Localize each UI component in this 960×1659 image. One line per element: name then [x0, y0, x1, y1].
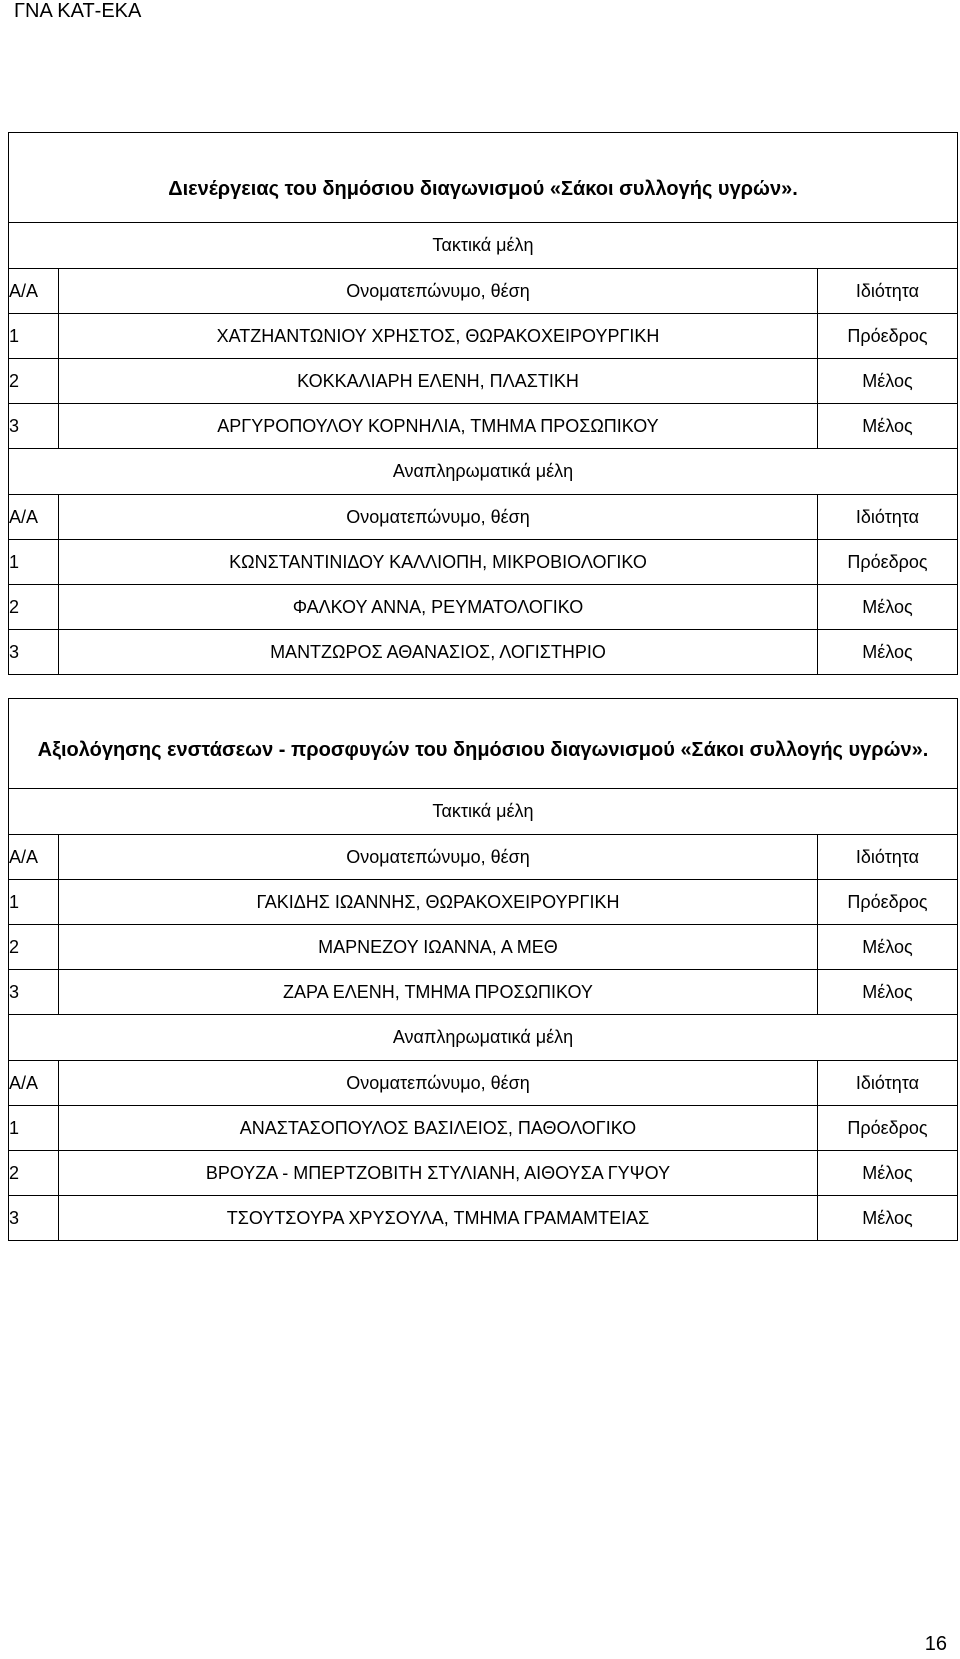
column-header-role: Ιδιότητα [817, 1061, 957, 1106]
member-role: Πρόεδρος [817, 540, 957, 585]
row-number: 2 [9, 1151, 59, 1196]
member-name: ΒΡΟΥΖΑ - ΜΠΕΡΤΖΟΒΙΤΗ ΣΤΥΛΙΑΝΗ, ΑΙΘΟΥΣΑ ΓΥΨΟΥ [59, 1151, 818, 1196]
column-header-name: Ονοματεπώνυμο, θέση [59, 495, 818, 540]
member-role: Πρόεδρος [817, 1106, 957, 1151]
member-role: Μέλος [817, 630, 957, 675]
committee-title-row [9, 699, 958, 789]
column-header-aa: Α/Α [9, 495, 59, 540]
table-row [9, 880, 958, 925]
member-name: ΤΣΟΥΤΣΟΥΡΑ ΧΡΥΣΟΥΛΑ, ΤΜΗΜΑ ΓΡΑΜΑΜΤΕΙΑΣ [59, 1196, 818, 1241]
table-header-row [9, 269, 958, 314]
column-header-name: Ονοματεπώνυμο, θέση [59, 1061, 818, 1106]
row-number: 3 [9, 630, 59, 675]
committee-title: Αξιολόγησης ενστάσεων - προσφυγών του δημόσιου διαγωνισμού «Σάκοι συλλογής υγρών». [9, 699, 958, 789]
table-header-row [9, 495, 958, 540]
member-name: ΚΟΚΚΑΛΙΑΡΗ ΕΛΕΝΗ, ΠΛΑΣΤΙΚΗ [59, 359, 818, 404]
column-header-role: Ιδιότητα [817, 495, 957, 540]
column-header-name: Ονοματεπώνυμο, θέση [59, 269, 818, 314]
member-role: Μέλος [817, 925, 957, 970]
member-name: ΓΑΚΙΔΗΣ ΙΩΑΝΝΗΣ, ΘΩΡΑΚΟΧΕΙΡΟΥΡΓΙΚΗ [59, 880, 818, 925]
member-name: ΧΑΤΖΗΑΝΤΩΝΙΟΥ ΧΡΗΣΤΟΣ, ΘΩΡΑΚΟΧΕΙΡΟΥΡΓΙΚΗ [59, 314, 818, 359]
member-name: ΚΩΝΣΤΑΝΤΙΝΙΔΟΥ ΚΑΛΛΙΟΠΗ, ΜΙΚΡΟΒΙΟΛΟΓΙΚΟ [59, 540, 818, 585]
member-name: ΜΑΝΤΖΩΡΟΣ ΑΘΑΝΑΣΙΟΣ, ΛΟΓΙΣΤΗΡΙΟ [59, 630, 818, 675]
member-role: Μέλος [817, 359, 957, 404]
column-header-name: Ονοματεπώνυμο, θέση [59, 835, 818, 880]
section-label-regular: Τακτικά μέλη [9, 789, 958, 835]
member-name: ΑΝΑΣΤΑΣΟΠΟΥΛΟΣ ΒΑΣΙΛΕΙΟΣ, ΠΑΘΟΛΟΓΙΚΟ [59, 1106, 818, 1151]
table-row [9, 970, 958, 1015]
member-name: ΖΑΡΑ ΕΛΕΝΗ, ΤΜΗΜΑ ΠΡΟΣΩΠΙΚΟΥ [59, 970, 818, 1015]
committee-title: Διενέργειας του δημόσιου διαγωνισμού «Σάκοι συλλογής υγρών». [9, 133, 958, 223]
table-row [9, 630, 958, 675]
row-number: 1 [9, 540, 59, 585]
member-role: Πρόεδρος [817, 880, 957, 925]
column-header-aa: Α/Α [9, 835, 59, 880]
row-number: 3 [9, 1196, 59, 1241]
column-header-role: Ιδιότητα [817, 835, 957, 880]
row-number: 1 [9, 880, 59, 925]
row-number: 2 [9, 585, 59, 630]
table-row [9, 925, 958, 970]
section-row-regular [9, 223, 958, 269]
table-header-row [9, 1061, 958, 1106]
member-name: ΑΡΓΥΡΟΠΟΥΛΟΥ ΚΟΡΝΗΛΙΑ, ΤΜΗΜΑ ΠΡΟΣΩΠΙΚΟΥ [59, 404, 818, 449]
column-header-role: Ιδιότητα [817, 269, 957, 314]
member-role: Μέλος [817, 404, 957, 449]
member-role: Μέλος [817, 970, 957, 1015]
committee-table-tender [8, 132, 958, 675]
section-row-alternate [9, 1015, 958, 1061]
member-role: Μέλος [817, 585, 957, 630]
page-header: ΓΝΑ ΚΑΤ-ΕΚΑ [14, 0, 142, 22]
table-row [9, 585, 958, 630]
row-number: 3 [9, 970, 59, 1015]
section-label-alternate: Αναπληρωματικά μέλη [9, 1015, 958, 1061]
table-header-row [9, 835, 958, 880]
committee-table-objections [8, 698, 958, 1241]
row-number: 2 [9, 925, 59, 970]
column-header-aa: Α/Α [9, 269, 59, 314]
table-row [9, 1106, 958, 1151]
column-header-aa: Α/Α [9, 1061, 59, 1106]
table-row [9, 1151, 958, 1196]
table-row [9, 540, 958, 585]
row-number: 2 [9, 359, 59, 404]
member-name: ΜΑΡΝΕΖΟΥ ΙΩΑΝΝΑ, Α ΜΕΘ [59, 925, 818, 970]
row-number: 3 [9, 404, 59, 449]
member-name: ΦΑΛΚΟΥ ΑΝΝΑ, ΡΕΥΜΑΤΟΛΟΓΙΚΟ [59, 585, 818, 630]
committee-title-row [9, 133, 958, 223]
row-number: 1 [9, 1106, 59, 1151]
table-row [9, 1196, 958, 1241]
page-number: 16 [924, 1633, 947, 1655]
section-label-regular: Τακτικά μέλη [9, 223, 958, 269]
section-label-alternate: Αναπληρωματικά μέλη [9, 449, 958, 495]
member-role: Πρόεδρος [817, 314, 957, 359]
section-row-alternate [9, 449, 958, 495]
row-number: 1 [9, 314, 59, 359]
table-row [9, 404, 958, 449]
member-role: Μέλος [817, 1151, 957, 1196]
section-row-regular [9, 789, 958, 835]
table-row [9, 359, 958, 404]
member-role: Μέλος [817, 1196, 957, 1241]
table-row [9, 314, 958, 359]
